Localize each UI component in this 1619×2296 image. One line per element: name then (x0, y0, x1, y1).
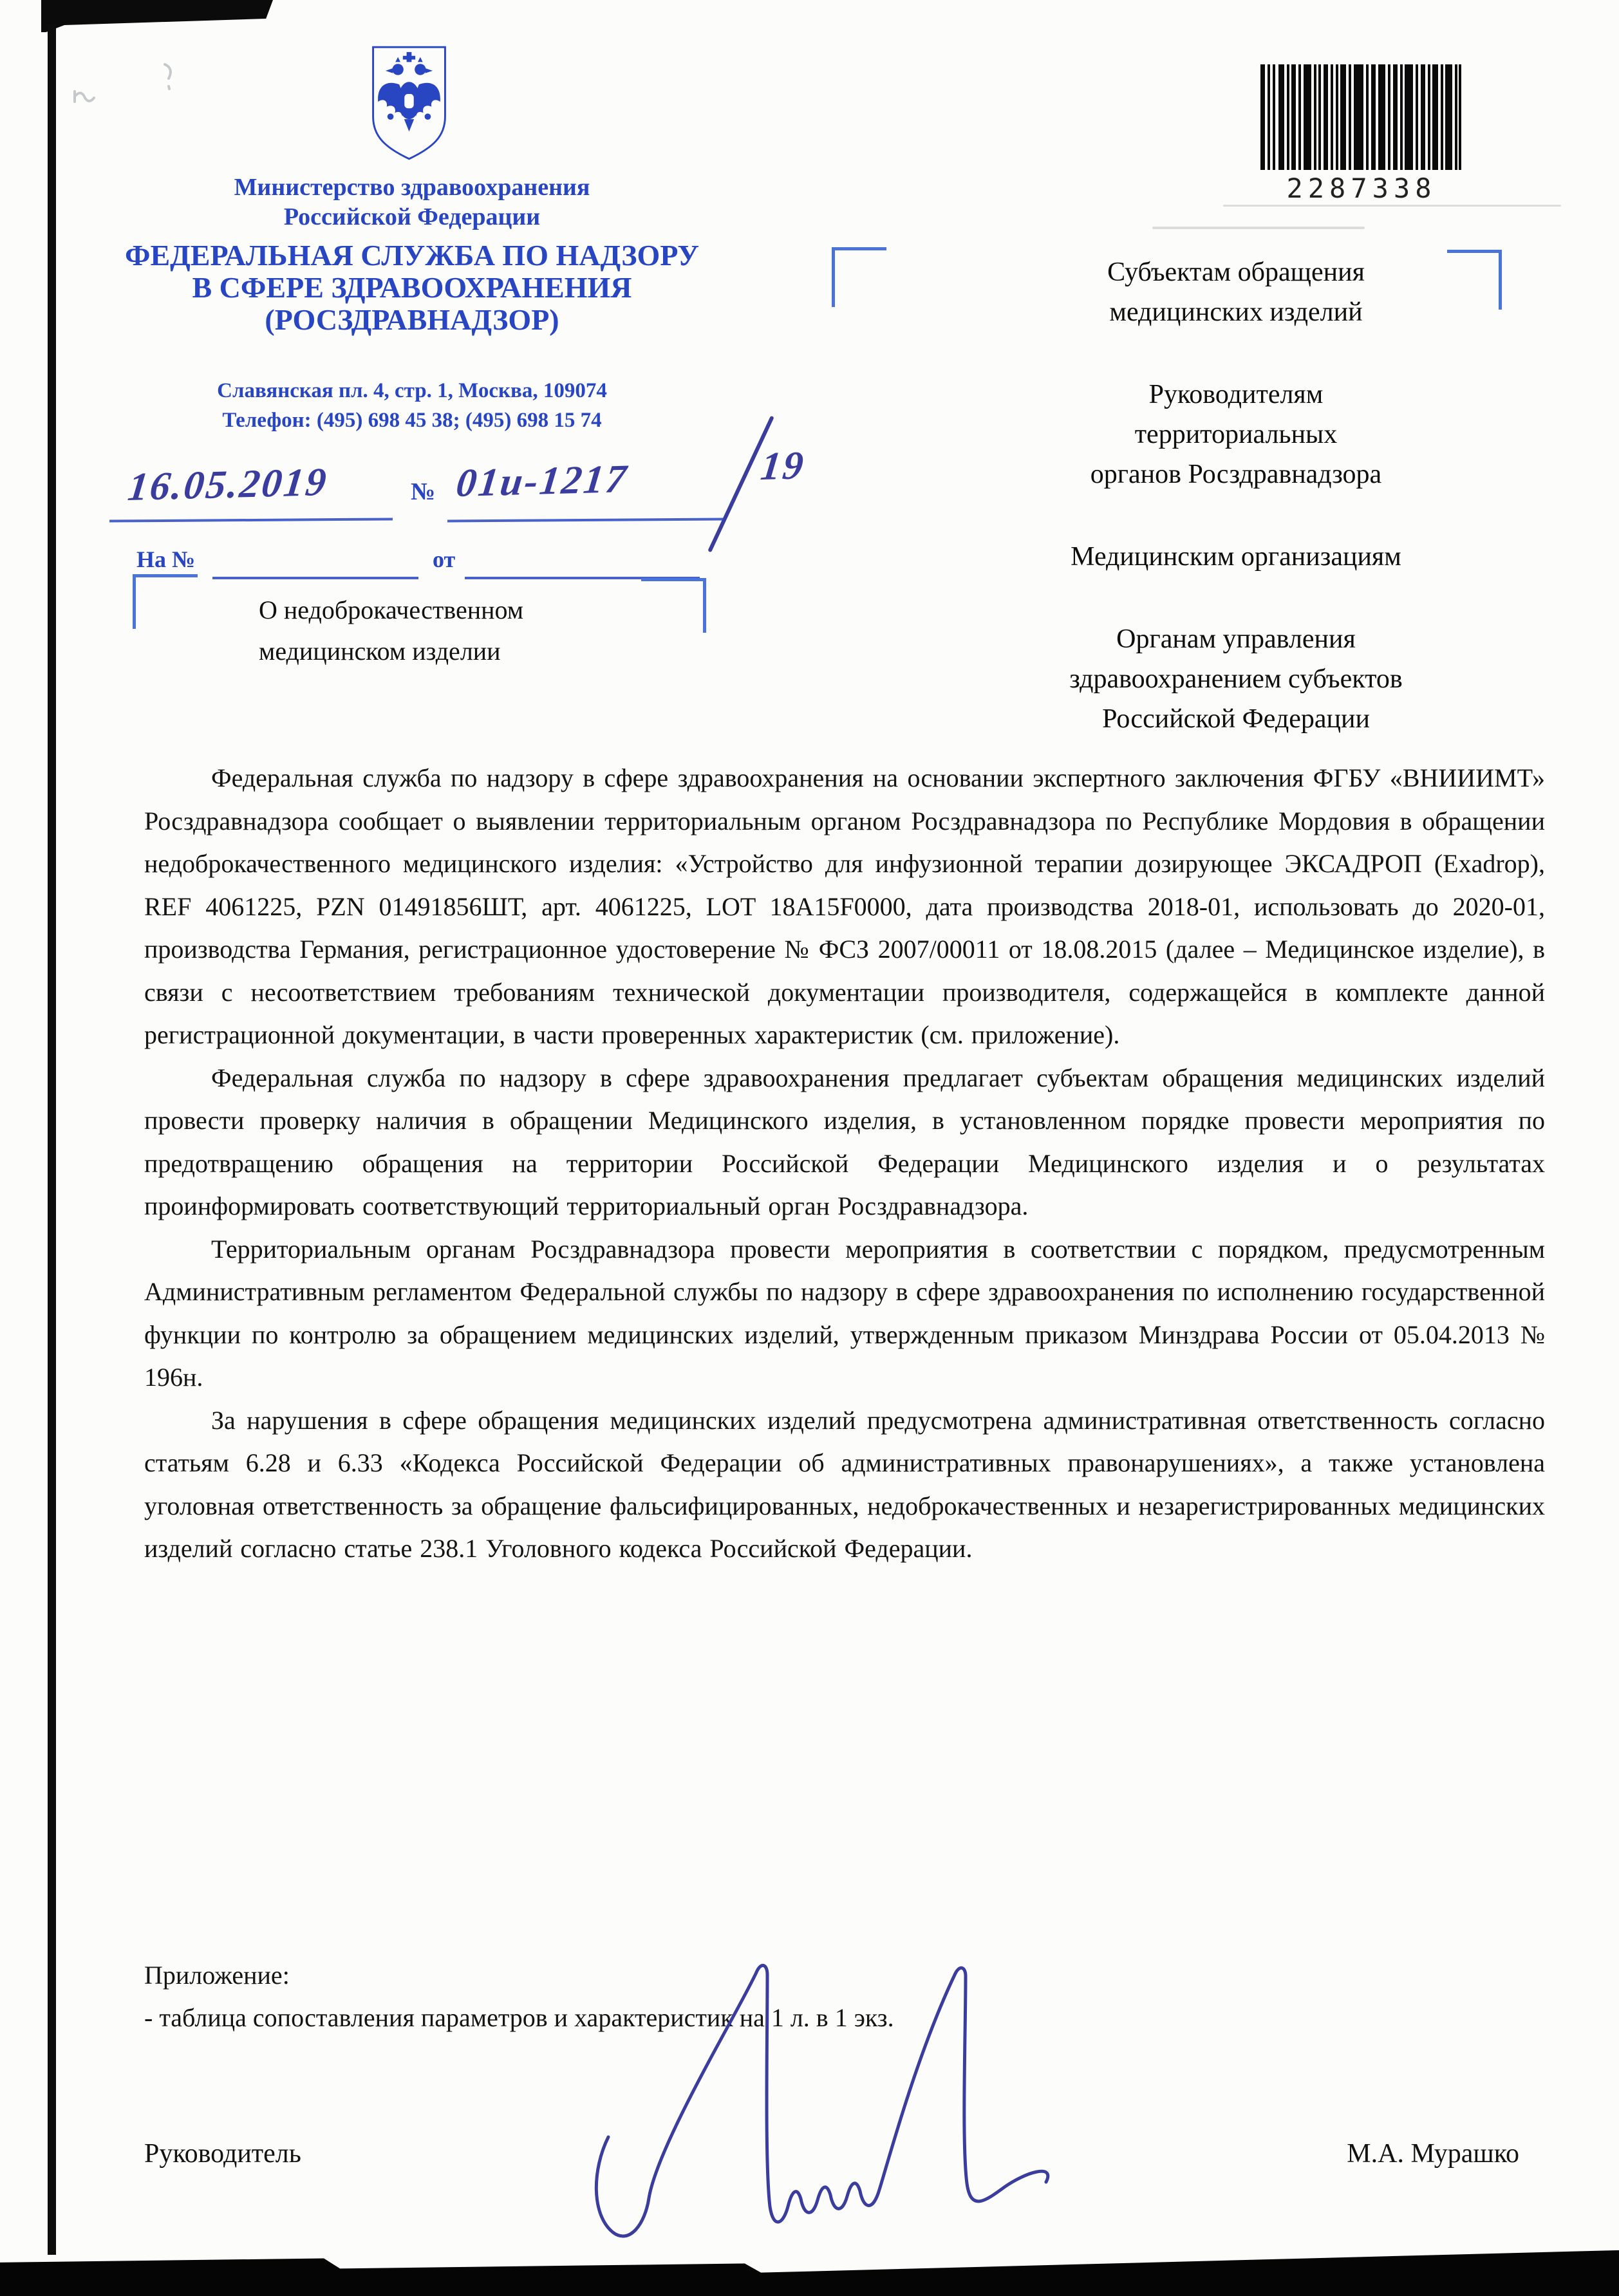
service-line3: (РОСЗДРАВНАДЗОР) (265, 303, 559, 336)
subject-line2: медицинском изделии (259, 637, 501, 666)
signature-graphic (566, 1944, 1094, 2266)
ministry-line2: Российской Федерации (283, 203, 541, 230)
barcode-number: 2287338 (1286, 173, 1437, 204)
letter-body (144, 757, 1545, 1571)
form-line-reply-number (212, 577, 418, 579)
outgoing-number-handwritten: 01и-1217 (454, 457, 631, 506)
signer-position: Руководитель (144, 2139, 301, 2169)
attachment-item: - таблица сопоставления параметров и характеристик на 1 л. в 1 экз. (144, 2003, 894, 2032)
scan-artifact-top-border (41, 0, 273, 32)
addressee-group (946, 537, 1526, 577)
addressee-line: Руководителям (1148, 380, 1324, 409)
addressee-group (946, 619, 1526, 739)
phone-line: Телефон: (495) 698 45 38; (495) 698 15 74 (222, 409, 602, 432)
scan-artifact-left-border (48, 24, 56, 2255)
body-paragraph-4: За нарушения в сфере обращения медицинских изделий предусмотрена административная ответственность согласно статьям 6.28 и 6.33 «Кодекса Российской Федерации об административных правонарушениях», а также установлена уголовная ответственность за обращение фальсифицированных, недоброкачественных и незарегистрированных медицинских изделий согласно статье 238.1 Уголовного кодекса Российской Федерации. (144, 1405, 1545, 1563)
body-paragraph-1: Федеральная служба по надзору в сфере здравоохранения на основании экспертного заключения ФГБУ «ВНИИИМТ» Росздравнадзора сообщает о выявлении территориальным органом Росздравнадзора по Республике Мордовия в обращении недоброкачественного медицинского изделия: «Устройство для инфузионной терапии дозирующее ЭКСАДРОП (Exadrop), REF 4061225, PZN 01491856ШТ, арт. 4061225, LOT 18A15F0000, дата производства 2018-01, использовать до 2020-01, производства Германия, регистрационное удостоверение № ФСЗ 2007/00011 от 18.08.2015 (далее – Медицинское изделие), в связи с несоответствием требованиям технической документации производителя, содержащейся в комплекте данной регистрационной документации, в части проверенных характеристик (см. приложение). (144, 763, 1545, 1049)
pencil-mark (72, 82, 115, 108)
body-paragraph-2: Федеральная служба по надзору в сфере здравоохранения предлагает субъектам обращения медицинских изделий провести проверку наличия в обращении Медицинского изделия, в установленном порядке провести мероприятия по предотвращению обращения на территории Российской Федерации Медицинского изделия и о результатах проинформировать соответствующий территориальный орган Росздравнадзора. (144, 1063, 1545, 1220)
body-paragraph-3: Территориальным органам Росздравнадзора провести мероприятия в соответствии с порядком, предусмотренным Административным регламентом Федеральной службы по надзору в сфере здравоохранения по исполнению государственной функции по контролю за обращением медицинских изделий, утвержденным приказом Минздрава России от 05.04.2013 № 196н. (144, 1234, 1545, 1392)
address-line: Славянская пл. 4, стр. 1, Москва, 109074 (217, 379, 607, 402)
addressee-line: Российской Федерации (1102, 704, 1370, 734)
scan-smudge (1152, 227, 1365, 229)
addressee-line: территориальных (1134, 420, 1338, 449)
addressee-corner-bracket-left (832, 247, 886, 307)
addressee-line: медицинских изделий (1109, 297, 1363, 327)
contact-block (90, 376, 734, 435)
pencil-mark (160, 62, 179, 93)
outgoing-number-year-handwritten: 19 (758, 443, 808, 489)
addressee-line: Субъектам обращения (1107, 257, 1365, 287)
form-line-date (109, 518, 393, 522)
attachment-label: Приложение: (144, 1961, 290, 1990)
coat-of-arms-emblem (366, 41, 453, 165)
subject-block (259, 590, 658, 672)
addressee-group (946, 375, 1526, 494)
signer-name: М.А. Мурашко (1347, 2139, 1519, 2169)
ministry-name (90, 173, 734, 232)
subject-corner-bracket-left (133, 574, 198, 629)
service-name (90, 239, 734, 336)
outgoing-date-handwritten: 16.05.2019 (126, 460, 331, 510)
addressee-line: Органам управления (1116, 624, 1356, 654)
barcode (1260, 64, 1461, 170)
scan-smudge (1223, 205, 1561, 207)
addressee-line: здравоохранением субъектов (1069, 664, 1403, 694)
reply-from-label: от (433, 546, 456, 572)
ministry-line1: Министерство здравоохранения (234, 174, 590, 201)
subject-line1: О недоброкачественном (259, 595, 524, 624)
addressee-column (946, 252, 1526, 781)
number-sign: № (411, 478, 436, 505)
service-line2: В СФЕРЕ ЗДРАВООХРАНЕНИЯ (192, 271, 632, 304)
form-line-number (447, 518, 724, 522)
addressee-line: Медицинским организациям (1071, 542, 1401, 572)
reply-to-number-label: На № (136, 546, 196, 572)
addressee-line: органов Росздравнадзора (1090, 460, 1382, 489)
service-line1: ФЕДЕРАЛЬНАЯ СЛУЖБА ПО НАДЗОРУ (124, 239, 700, 272)
addressee-group (946, 252, 1526, 332)
